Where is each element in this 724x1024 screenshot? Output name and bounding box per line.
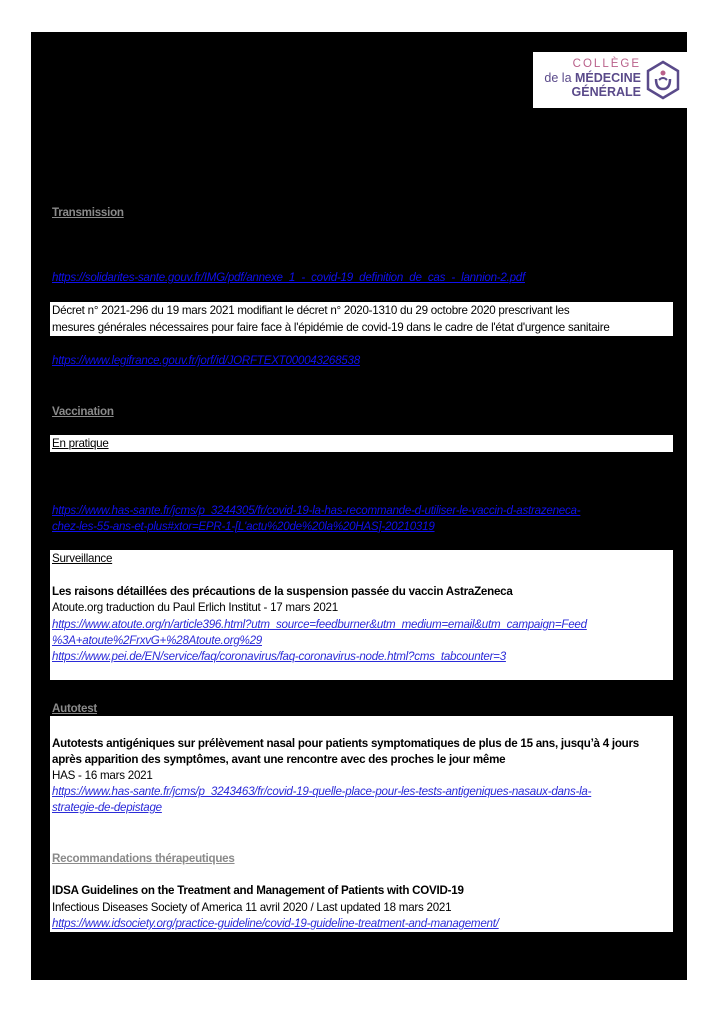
section-heading-therapeutic: Recommandations thérapeutiques [52,852,235,865]
logo-line2 [544,71,641,85]
logo-line1: COLLÈGE [572,58,641,70]
section-heading-transmission: Transmission [52,206,124,219]
link-has-autotest-line2[interactable]: strategie-de-depistage [52,801,162,814]
link-atoute-line1[interactable]: https://www.atoute.org/n/article396.html?utm_source=feedburner&utm_medium=email&utm_campaign=Feed [52,618,587,631]
en-pratique-box [50,435,673,452]
link-legifrance[interactable]: https://www.legifrance.gouv.fr/jorf/id/JORFTEXT000043268538 [52,354,360,367]
link-has-autotest-line1[interactable]: https://www.has-sante.fr/jcms/p_3243463/fr/covid-19-quelle-place-pour-les-tests-antigeniques-nasaux-dans-la- [52,785,592,798]
subheading-surveillance: Surveillance [52,552,113,565]
surveillance-title: Les raisons détaillées des précautions de la suspension passée du vaccin AstraZeneca [52,585,513,598]
link-atoute-line2[interactable]: %3A+atoute%2FrxvG+%28Atoute.org%29 [52,634,262,647]
decree-text-line2: mesures générales nécessaires pour faire face à l'épidémie de covid-19 dans le cadre de l'état d'urgence sanitaire [52,321,610,334]
decree-text-line1: Décret n° 2021-296 du 19 mars 2021 modifiant le décret n° 2020-1310 du 29 octobre 2020 prescrivant les [52,304,570,317]
subheading-en-pratique: En pratique [52,437,109,450]
idsa-title: IDSA Guidelines on the Treatment and Management of Patients with COVID-19 [52,884,464,897]
section-heading-autotest: Autotest [52,702,98,715]
autotest-title-line2: après apparition des symptômes, avant une rencontre avec des proches le jour même [52,753,506,766]
logo-prefix: de la [544,71,572,85]
link-solidarites-sante[interactable]: https://solidarites-sante.gouv.fr/IMG/pdf/annexe_1_-_covid-19_definition_de_cas_-_lannion-2.pdf [52,271,525,284]
logo-line3: GÉNÉRALE [571,85,641,99]
surveillance-source: Atoute.org traduction du Paul Erlich Institut - 17 mars 2021 [52,601,338,614]
section-heading-vaccination: Vaccination [52,405,114,418]
link-pei[interactable]: https://www.pei.de/EN/service/faq/coronavirus/faq-coronavirus-node.html?cms_tabcounter=3 [52,650,506,663]
autotest-source: HAS - 16 mars 2021 [52,769,153,782]
logo-bold: MÉDECINE [575,71,641,85]
link-has-astrazeneca-line2[interactable]: chez-les-55-ans-et-plus#xtor=EPR-1-[L'actu%20de%20la%20HAS]-20210319 [52,520,435,533]
college-medecine-generale-logo [533,52,687,108]
link-has-astrazeneca-line1[interactable]: https://www.has-sante.fr/jcms/p_3244305/fr/covid-19-la-has-recommande-d-utiliser-le-vaccin-d-astrazeneca- [52,504,581,517]
idsa-source: Infectious Diseases Society of America 11 avril 2020 / Last updated 18 mars 2021 [52,901,452,914]
hexagon-person-icon [645,60,681,100]
autotest-title-line1: Autotests antigéniques sur prélèvement nasal pour patients symptomatiques de plus de 15 ans, jusqu’à 4 jours [52,737,639,750]
link-idsa[interactable]: https://www.idsociety.org/practice-guideline/covid-19-guideline-treatment-and-management/ [52,917,499,930]
